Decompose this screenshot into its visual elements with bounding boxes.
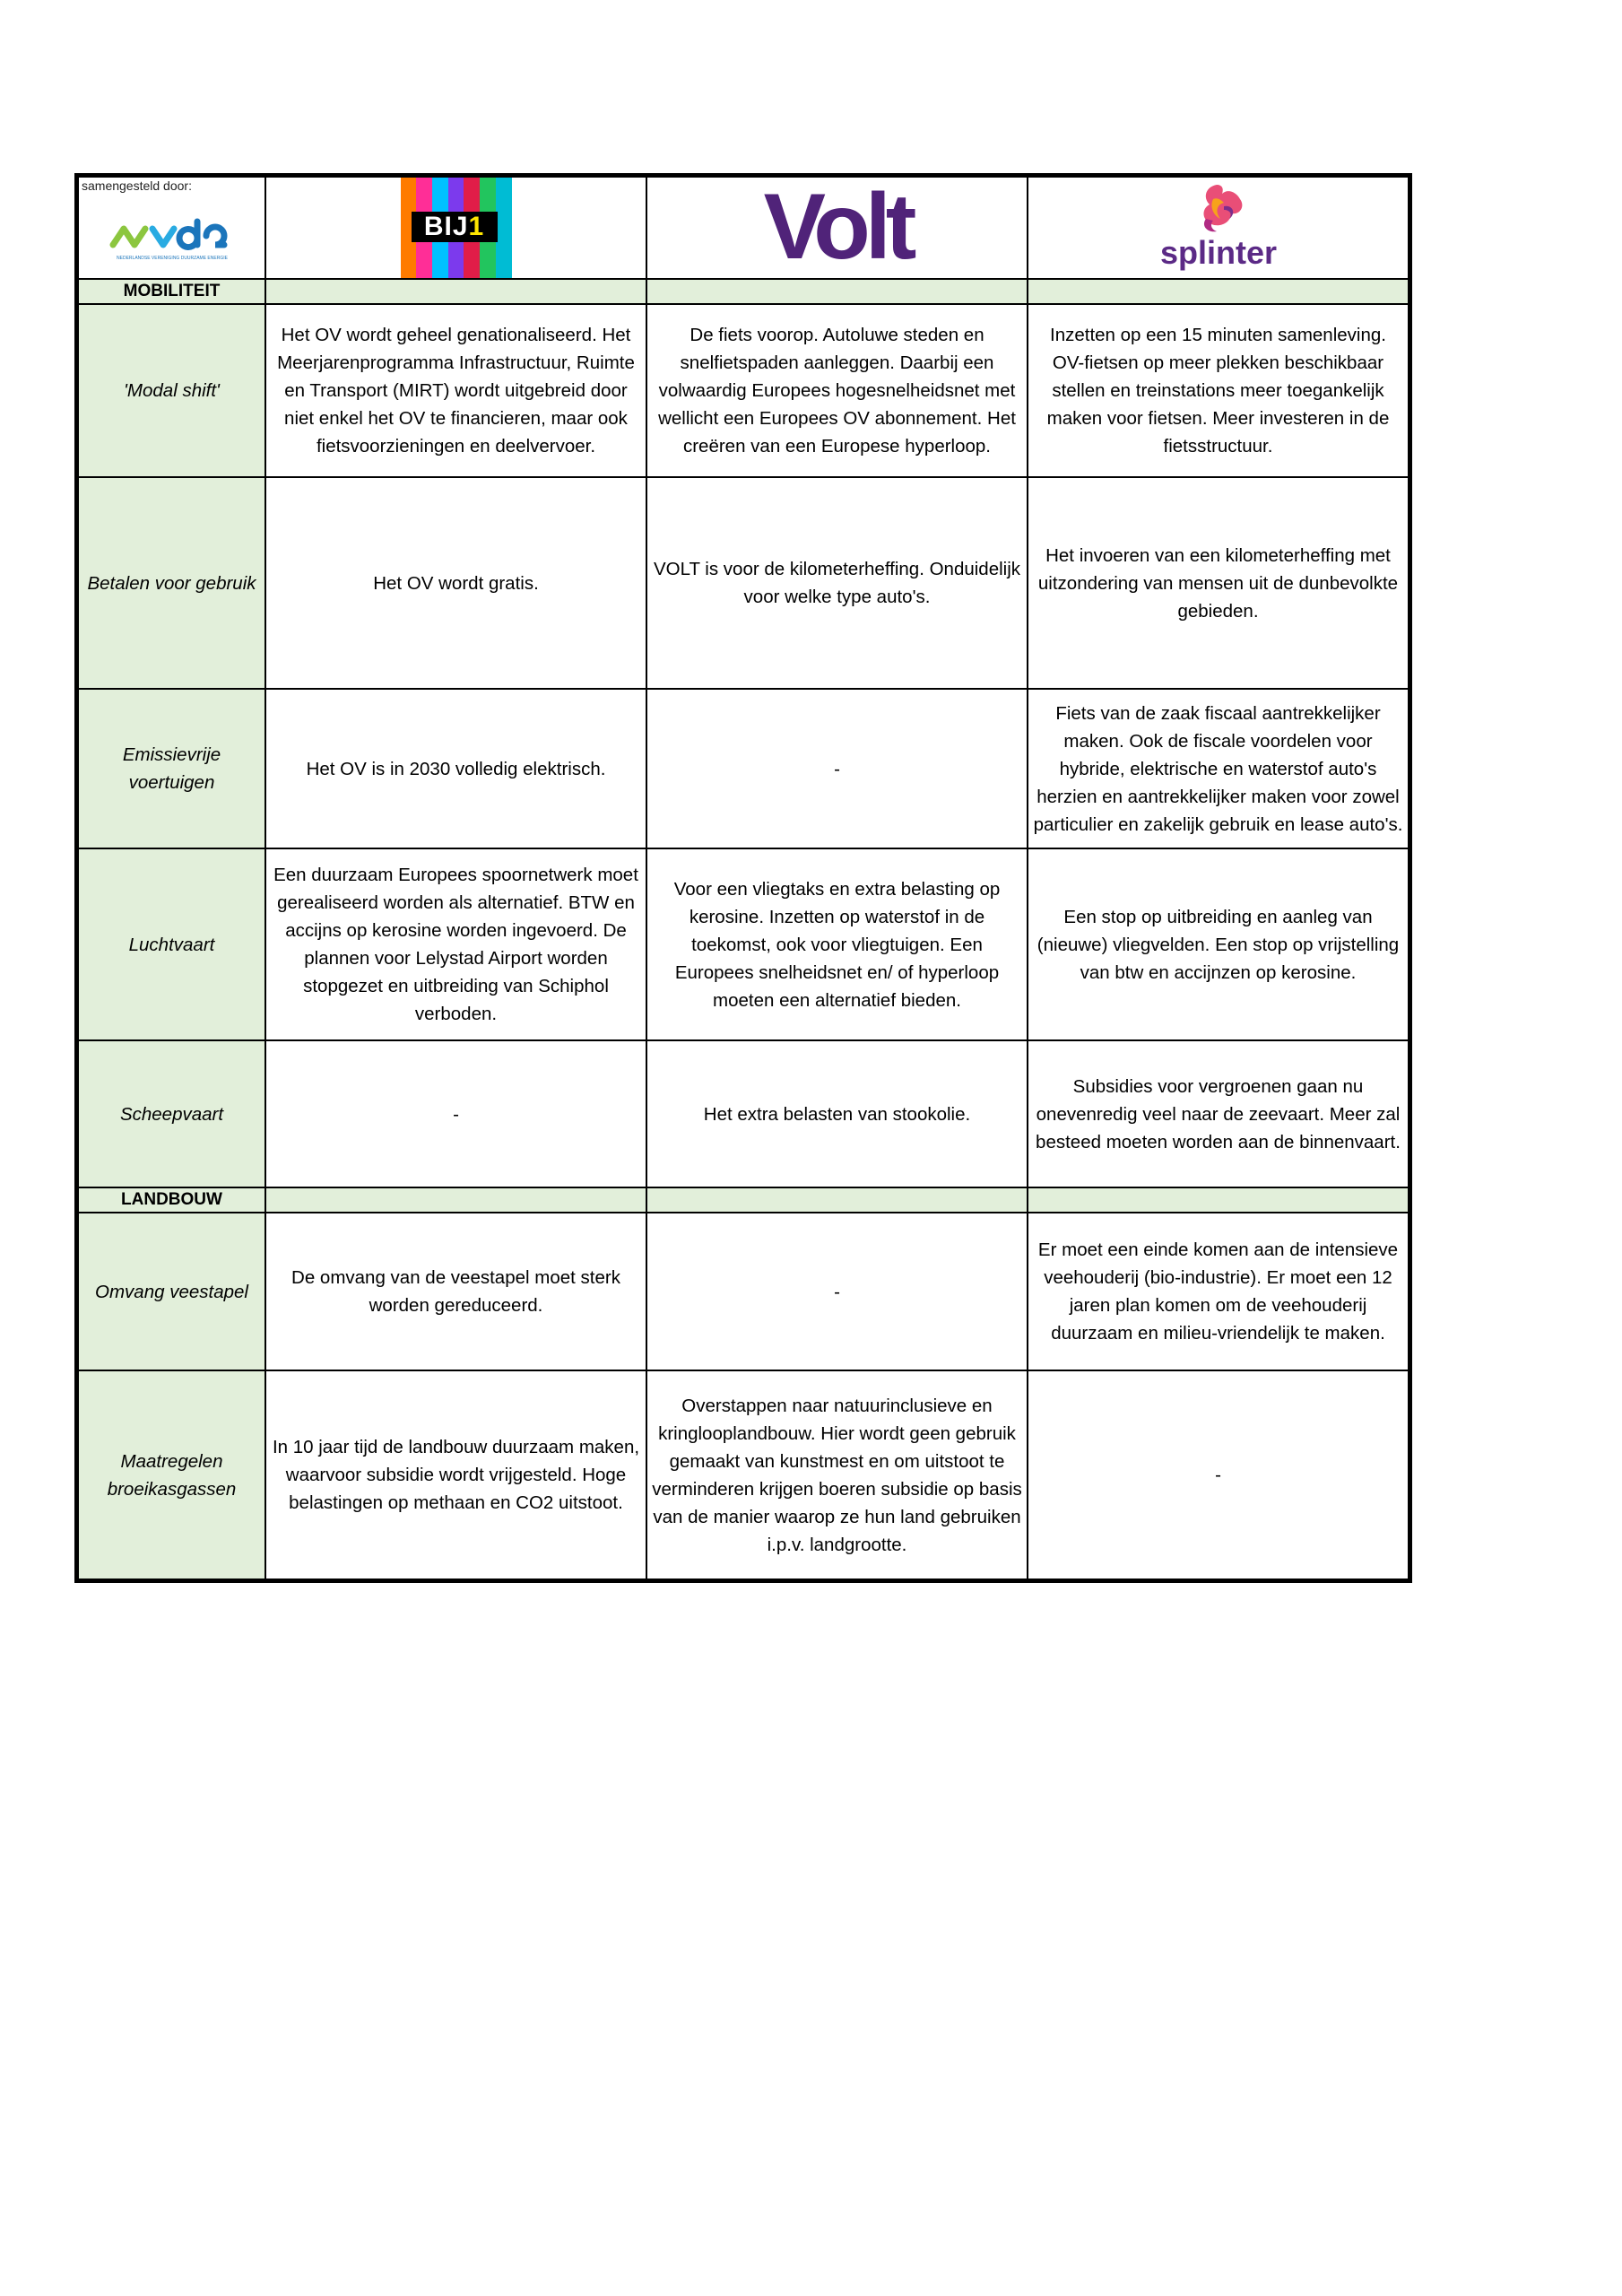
table-row — [78, 1370, 1409, 1579]
row-label: Emissievrije voertuigen — [78, 689, 265, 848]
svg-text:Volt: Volt — [763, 183, 911, 273]
splinter-cell: Inzetten op een 15 minuten samenleving. OV-fietsen op meer plekken beschikbaar stellen en treinstations meer toegankelijk maken voor fietsen. Meer investeren in de fietsstructuur. — [1028, 304, 1409, 477]
row-label: Maatregelen broeikasgassen — [78, 1370, 265, 1579]
row-label: Scheepvaart — [78, 1040, 265, 1187]
bij1-cell: In 10 jaar tijd de landbouw duurzaam maken, waarvoor subsidie wordt vrijgesteld. Hoge belastingen op methaan en CO2 uitstoot. — [265, 1370, 646, 1579]
bij1-cell: De omvang van de veestapel moet sterk worden gereduceerd. — [265, 1213, 646, 1370]
bij1-cell: - — [265, 1040, 646, 1187]
compiled-by-label: samengesteld door: — [82, 178, 192, 193]
splinter-cell: - — [1028, 1370, 1409, 1579]
bij1-cell: Het OV wordt gratis. — [265, 477, 646, 689]
comparison-table — [77, 176, 1409, 1580]
row-label: 'Modal shift' — [78, 304, 265, 477]
volt-cell: Voor een vliegtaks en extra belasting op kerosine. Inzetten op waterstof in de toekomst, ook voor vliegtuigen. Een Europees snelheidsnet en/ of hyperloop moeten een alternatief bieden. — [646, 848, 1028, 1040]
nvde-logo — [100, 202, 244, 274]
table-row — [78, 1213, 1409, 1370]
section-fill — [265, 279, 646, 304]
section-fill — [646, 1187, 1028, 1213]
bij1-badge: BIJ1 — [412, 212, 498, 242]
volt-cell: Overstappen naar natuurinclusieve en kringlooplandbouw. Hier wordt geen gebruik gemaakt van kunstmest en om uitstoot te verminderen krijgen boeren subsidie op basis van de manier waarop ze hun land gebruiken i.p.v. landgrootte. — [646, 1370, 1028, 1579]
volt-cell: De fiets voorop. Autoluwe steden en snelfietspaden aanleggen. Daarbij een volwaardig Europees hogesnelheidsnet met wellicht een Europees OV abonnement. Het creëren van een Europese hyperloop. — [646, 304, 1028, 477]
volt-logo-cell — [646, 177, 1028, 279]
splinter-cell: Subsidies voor vergroenen gaan nu onevenredig veel naar de zeevaart. Meer zal besteed moeten worden aan de binnenvaart. — [1028, 1040, 1409, 1187]
section-title: LANDBOUW — [78, 1187, 265, 1213]
volt-cell: - — [646, 689, 1028, 848]
volt-cell: - — [646, 1213, 1028, 1370]
splinter-cell: Het invoeren van een kilometerheffing met uitzondering van mensen uit de dunbevolkte gebieden. — [1028, 477, 1409, 689]
volt-logo — [730, 183, 945, 273]
bij1-cell: Het OV is in 2030 volledig elektrisch. — [265, 689, 646, 848]
nvde-subtext: NEDERLANDSE VERENIGING DUURZAME ENERGIE — [116, 256, 228, 261]
svg-text:splinter: splinter — [1159, 234, 1277, 271]
row-label: Luchtvaart — [78, 848, 265, 1040]
bij1-logo-cell — [265, 177, 646, 279]
table-row — [78, 477, 1409, 689]
table-row — [78, 689, 1409, 848]
section-fill — [1028, 1187, 1409, 1213]
section-fill — [265, 1187, 646, 1213]
stripe-teal — [496, 178, 512, 278]
nvde-cell — [78, 177, 265, 279]
logo-row — [78, 177, 1409, 279]
splinter-cell: Fiets van de zaak fiscaal aantrekkelijker maken. Ook de fiscale voordelen voor hybride, elektrische en waterstof auto's herzien en aantrekkelijker maken voor zowel particulier en zakelijk gebruik en lease auto's. — [1028, 689, 1409, 848]
bij1-cell: Het OV wordt geheel genationaliseerd. Het Meerjarenprogramma Infrastructuur, Ruimte en Transport (MIRT) wordt uitgebreid door niet enkel het OV te financieren, maar ook fietsvoorzieningen en deelvervoer. — [265, 304, 646, 477]
splinter-logo-cell — [1028, 177, 1409, 279]
row-label: Betalen voor gebruik — [78, 477, 265, 689]
volt-cell: Het extra belasten van stookolie. — [646, 1040, 1028, 1187]
row-label: Omvang veestapel — [78, 1213, 265, 1370]
section-row-landbouw — [78, 1187, 1409, 1213]
volt-cell: VOLT is voor de kilometerheffing. Onduidelijk voor welke type auto's. — [646, 477, 1028, 689]
phoenix-icon — [1203, 185, 1242, 231]
splinter-cell: Er moet een einde komen aan de intensieve veehouderij (bio-industrie). Er moet een 12 jaren plan komen om de veehouderij duurzaam en milieu-vriendelijk te maken. — [1028, 1213, 1409, 1370]
table-row — [78, 848, 1409, 1040]
section-title: MOBILITEIT — [78, 279, 265, 304]
section-fill — [646, 279, 1028, 304]
splinter-cell: Een stop op uitbreiding en aanleg van (nieuwe) vliegvelden. Een stop op vrijstelling van btw en accijnzen op kerosine. — [1028, 848, 1409, 1040]
splinter-logo — [1147, 178, 1290, 278]
section-row-mobiliteit — [78, 279, 1409, 304]
table-row — [78, 1040, 1409, 1187]
table-row — [78, 304, 1409, 477]
section-fill — [1028, 279, 1409, 304]
bij1-cell: Een duurzaam Europees spoornetwerk moet gerealiseerd worden als alternatief. BTW en accijns op kerosine worden ingevoerd. De plannen voor Lelystad Airport worden stopgezet en uitbreiding van Schiphol verboden. — [265, 848, 646, 1040]
bij1-logo — [401, 178, 512, 278]
